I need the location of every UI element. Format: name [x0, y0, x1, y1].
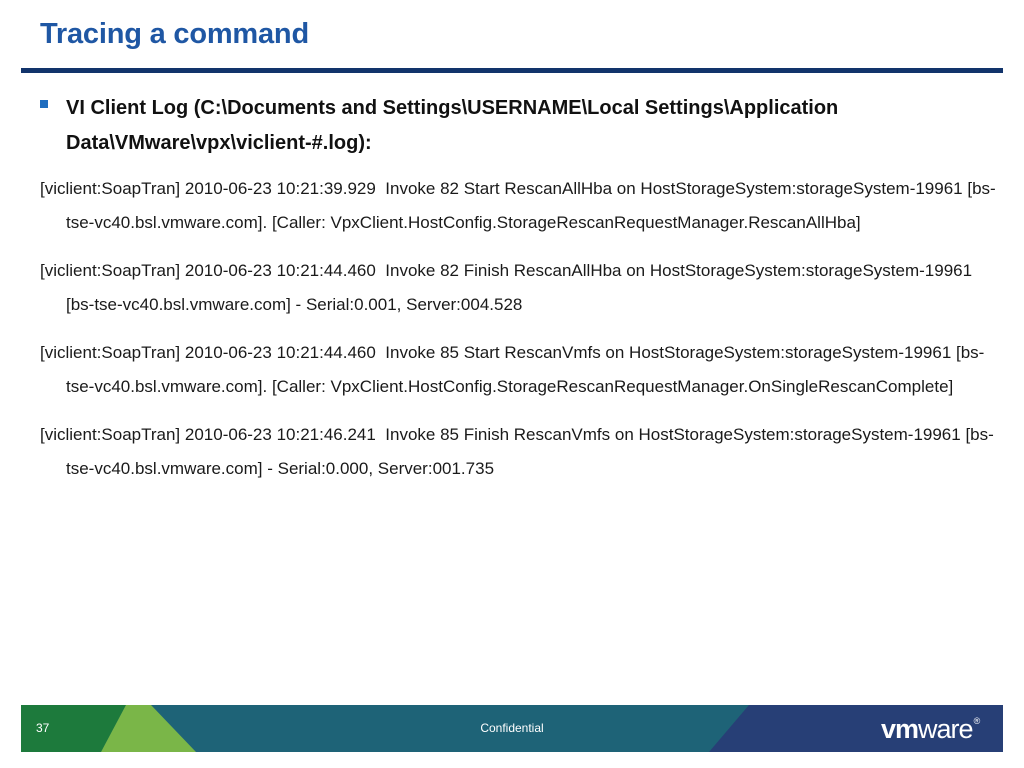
page-number: 37	[36, 721, 50, 735]
title-divider	[21, 68, 1003, 73]
log-entries	[40, 172, 1000, 500]
confidential-label: Confidential	[480, 721, 544, 735]
square-bullet-icon	[40, 100, 48, 108]
bullet-item	[40, 91, 980, 161]
footer-bar	[21, 705, 1003, 752]
vmware-logo: vmware®	[881, 714, 981, 744]
bullet-text: VI Client Log (C:\Documents and Settings\USERNAME\Local Settings\Application Data\VMware\vpx\viclient-#.log):	[66, 97, 839, 154]
log-entry: [viclient:SoapTran] 2010-06-23 10:21:46.241 Invoke 85 Finish RescanVmfs on HostStorageSystem:storageSystem-19961 [bs-tse-vc40.bsl.vmware.com] - Serial:0.000, Server:001.735	[40, 425, 994, 478]
log-entry: [viclient:SoapTran] 2010-06-23 10:21:39.929 Invoke 82 Start RescanAllHba on HostStorageSystem:storageSystem-19961 [bs-tse-vc40.bsl.vmware.com]. [Caller: VpxClient.HostConfig.StorageRescanRequestManager.RescanAllHba]	[40, 179, 996, 232]
log-entry: [viclient:SoapTran] 2010-06-23 10:21:44.460 Invoke 82 Finish RescanAllHba on HostStorageSystem:storageSystem-19961 [bs-tse-vc40.bsl.vmware.com] - Serial:0.001, Server:004.528	[40, 261, 977, 314]
log-entry: [viclient:SoapTran] 2010-06-23 10:21:44.460 Invoke 85 Start RescanVmfs on HostStorageSystem:storageSystem-19961 [bs-tse-vc40.bsl.vmware.com]. [Caller: VpxClient.HostConfig.StorageRescanRequestManager.OnSingleRescanComplete]	[40, 343, 985, 396]
slide-title: Tracing a command	[40, 18, 309, 50]
